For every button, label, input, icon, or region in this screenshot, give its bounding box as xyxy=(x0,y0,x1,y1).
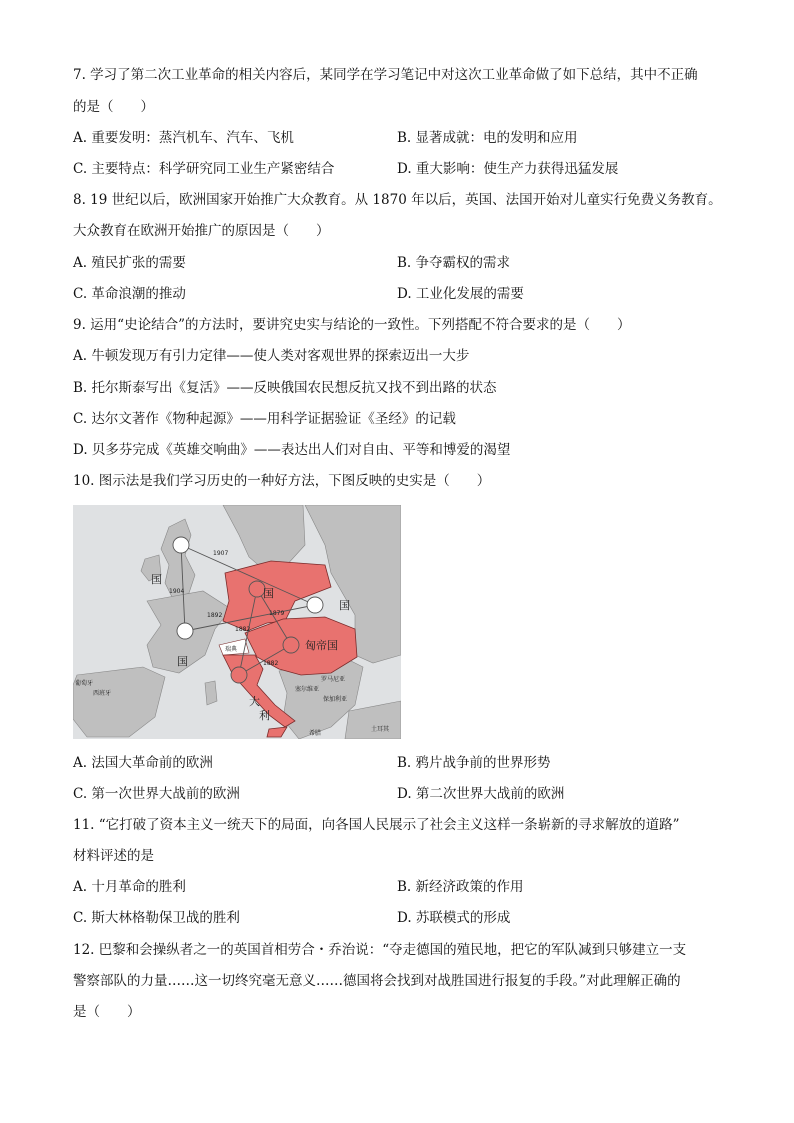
q7-option-c[interactable]: C. 主要特点：科学研究同工业生产紧密结合 xyxy=(73,161,335,177)
node-russia xyxy=(307,597,323,613)
q10-option-c[interactable]: C. 第一次世界大战前的欧洲 xyxy=(73,786,240,802)
q7-option-a[interactable]: A. 重要发明：蒸汽机车、汽车、飞机 xyxy=(73,130,294,146)
q12-stem-line2: 警察部队的力量……这一切终究毫无意义……德国将会找到对战胜国进行报复的手段。”对此理解正确的 xyxy=(73,973,681,989)
q8-stem-line2: 大众教育在欧洲开始推广的原因是（ ） xyxy=(73,223,330,239)
label-britain: 国 xyxy=(151,573,162,586)
q7-stem-line2: 的是（ ） xyxy=(73,99,154,115)
q8-option-a[interactable]: A. 殖民扩张的需要 xyxy=(73,255,186,271)
q10-option-d[interactable]: D. 第二次世界大战前的欧洲 xyxy=(397,786,565,802)
q9-stem-line1: 9. 运用“史论结合”的方法时，要讲究史实与结论的一致性。下列搭配不符合要求的是（ ） xyxy=(73,317,631,333)
label-italy-2: 利 xyxy=(259,709,270,722)
q12-stem-line3: 是（ ） xyxy=(73,1004,141,1020)
node-italy xyxy=(231,667,247,683)
year-1892: 1892 xyxy=(207,612,223,619)
q11-stem-line2: 材料评述的是 xyxy=(73,848,154,864)
label-bulgaria: 保加利亚 xyxy=(323,696,348,703)
label-austria-hungary: 匈帝国 xyxy=(305,639,338,652)
year-1879: 1879 xyxy=(269,610,285,617)
q10-option-b[interactable]: B. 鸦片战争前的世界形势 xyxy=(397,755,551,771)
label-russia: 国 xyxy=(339,599,350,612)
q11-option-a[interactable]: A. 十月革命的胜利 xyxy=(73,879,186,895)
q11-option-b[interactable]: B. 新经济政策的作用 xyxy=(397,879,524,895)
node-france xyxy=(177,623,193,639)
q7-option-b[interactable]: B. 显著成就：电的发明和应用 xyxy=(397,130,578,146)
year-1904: 1904 xyxy=(169,588,185,595)
q9-option-b[interactable]: B. 托尔斯泰写出《复活》——反映俄国农民想反抗又找不到出路的状态 xyxy=(73,380,497,396)
q8-option-b[interactable]: B. 争夺霸权的需求 xyxy=(397,255,511,271)
q8-option-c[interactable]: C. 革命浪潮的推动 xyxy=(73,286,186,302)
q7-option-d[interactable]: D. 重大影响：使生产力获得迅猛发展 xyxy=(397,161,619,177)
map-sardinia xyxy=(205,681,217,705)
label-spain: 西班牙 xyxy=(93,690,112,697)
label-serbia: 塞尔维亚 xyxy=(295,686,320,693)
q9-option-c[interactable]: C. 达尔文著作《物种起源》——用科学证据验证《圣经》的记载 xyxy=(73,411,456,427)
q8-stem-line1: 8. 19 世纪以后，欧洲国家开始推广大众教育。从 1870 年以后，英国、法国开始对儿童实行免费义务教育。 xyxy=(73,192,722,208)
q9-option-d[interactable]: D. 贝多芬完成《英雄交响曲》——表达出人们对自由、平等和博爱的渴望 xyxy=(73,442,511,458)
q10-stem-line1: 10. 图示法是我们学习历史的一种好方法，下图反映的史实是（ ） xyxy=(73,473,491,489)
q10-option-a[interactable]: A. 法国大革命前的欧洲 xyxy=(73,755,213,771)
q12-stem-line1: 12. 巴黎和会操纵者之一的英国首相劳合・乔治说：“夺走德国的殖民地，把它的军队减到只够建立一支 xyxy=(73,942,687,958)
q11-stem-line1: 11. “它打破了资本主义一统天下的局面，向各国人民展示了社会主义这样一条崭新的寻求解放的道路” xyxy=(73,817,680,833)
label-switzerland: 瑞典 xyxy=(225,646,238,653)
q8-option-d[interactable]: D. 工业化发展的需要 xyxy=(397,286,524,302)
node-austria-hungary xyxy=(283,637,299,653)
label-portugal: 葡萄牙 xyxy=(75,680,94,687)
label-france: 国 xyxy=(177,655,188,668)
q11-option-d[interactable]: D. 苏联模式的形成 xyxy=(397,910,511,926)
label-greece: 希腊 xyxy=(309,730,322,737)
label-turkey: 土耳其 xyxy=(371,726,390,733)
year-1882a: 1882 xyxy=(235,626,251,633)
q7-stem-line1: 7. 学习了第二次工业革命的相关内容后，某同学在学习笔记中对这次工业革命做了如下总结，其中不正确 xyxy=(73,67,698,83)
label-romania: 罗马尼亚 xyxy=(321,676,346,683)
q11-option-c[interactable]: C. 斯大林格勒保卫战的胜利 xyxy=(73,910,240,926)
q9-option-a[interactable]: A. 牛顿发现万有引力定律——使人类对客观世界的探索迈出一大步 xyxy=(73,348,470,364)
node-britain xyxy=(173,537,189,553)
label-germany: 国 xyxy=(263,587,274,600)
europe-alliance-map xyxy=(73,505,401,739)
label-italy-1: 大 xyxy=(249,695,260,708)
year-1882b: 1882 xyxy=(263,660,279,667)
year-1907: 1907 xyxy=(213,550,229,557)
